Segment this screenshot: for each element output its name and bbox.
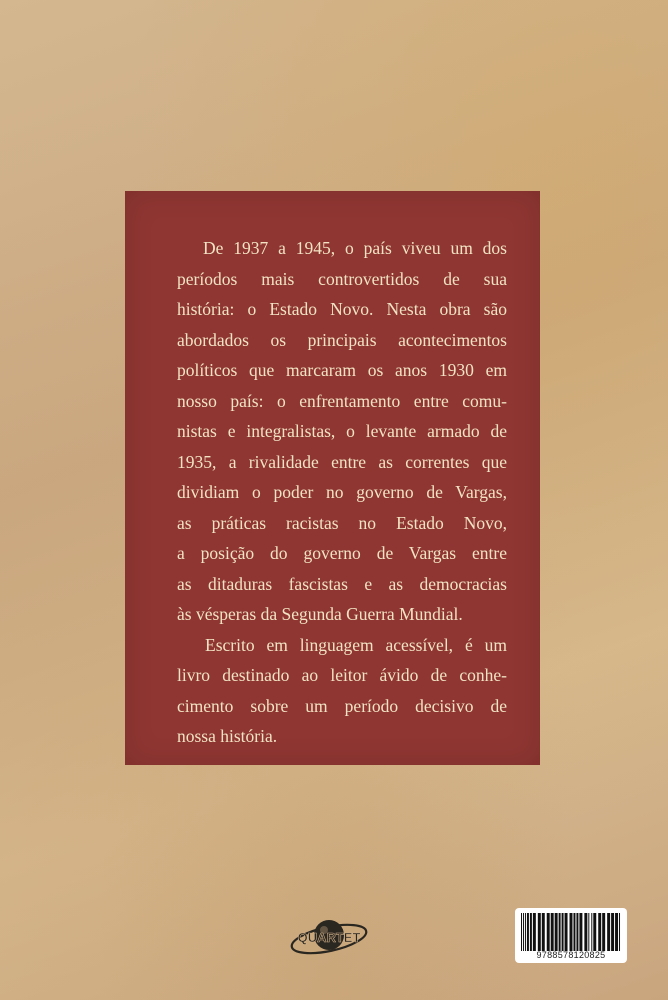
barcode-bars-icon — [521, 913, 621, 951]
barcode-bar — [551, 913, 554, 951]
text-line: nosso país: o enfrentamento entre comu- — [177, 390, 507, 411]
text-line: as ditaduras fascistas e as democracias — [177, 573, 507, 594]
barcode-bar — [538, 913, 541, 951]
text-line: livro destinado ao leitor ávido de conhe- — [177, 665, 507, 685]
barcode-bar — [533, 913, 536, 951]
text-line: história: o Estado Novo. Nesta obra são — [177, 299, 507, 319]
barcode-bar — [527, 913, 529, 951]
barcode-bar — [611, 913, 614, 951]
text-line: De 1937 a 1945, o país viveu um dos — [203, 238, 507, 258]
text-line: a posição do governo de Vargas entre — [177, 543, 507, 563]
barcode-bar — [573, 913, 575, 951]
barcode-bar — [588, 913, 589, 951]
text-line: nossa história. — [177, 726, 278, 746]
barcode-bar — [523, 913, 524, 951]
text-line: as práticas racistas no Estado Novo, — [177, 512, 507, 533]
barcode-bar — [559, 913, 561, 951]
barcode-bar — [521, 913, 522, 951]
barcode-bar — [562, 913, 564, 951]
barcode-bar — [565, 913, 568, 951]
text-line: 1935, a rivalidade entre as correntes que — [177, 451, 507, 472]
barcode-bar — [555, 913, 558, 951]
barcode-bar — [584, 913, 587, 951]
synopsis-text — [177, 233, 507, 752]
synopsis-paragraph-2 — [177, 630, 507, 752]
barcode-bar — [607, 913, 610, 951]
text-line: dividiam o poder no governo de Vargas, — [177, 482, 507, 502]
barcode-bar — [615, 913, 618, 951]
text-line: períodos mais controvertidos de sua — [177, 268, 507, 289]
barcode-bar — [598, 913, 601, 951]
barcode-bar — [602, 913, 605, 951]
publisher-logo-icon — [288, 905, 370, 969]
text-line: cimento sobre um período decisivo de — [177, 695, 507, 716]
barcode-bar — [530, 913, 532, 951]
synopsis-panel — [125, 191, 540, 765]
barcode-bar — [579, 913, 582, 951]
text-line: às vésperas da Segunda Guerra Mundial. — [177, 604, 463, 624]
barcode-bar — [547, 913, 550, 951]
text-line: políticos que marcaram os anos 1930 em — [177, 360, 507, 380]
text-line: Escrito em linguagem acessível, é um — [205, 634, 507, 655]
barcode-bar — [593, 913, 596, 951]
isbn-barcode — [515, 908, 627, 963]
barcode-bar — [576, 913, 578, 951]
barcode-bar — [542, 913, 545, 951]
synopsis-paragraph-1 — [177, 233, 507, 630]
barcode-bar — [570, 913, 573, 951]
barcode-bar — [525, 913, 526, 951]
isbn-number: 9788578120825 — [536, 950, 606, 960]
barcode-bar — [591, 913, 592, 951]
publisher-logo-text: QUARTET — [297, 930, 361, 945]
text-line: abordados os principais acontecimentos — [177, 329, 507, 350]
text-line: nistas e integralistas, o levante armado de — [177, 421, 507, 441]
barcode-bar — [619, 913, 620, 951]
